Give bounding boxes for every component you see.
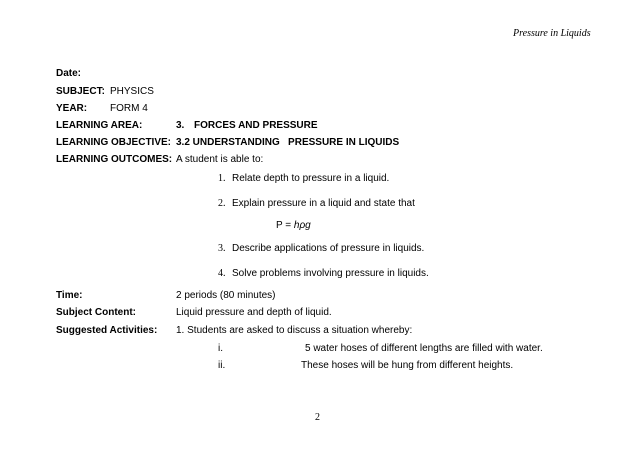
learning-area-label: LEARNING AREA: <box>56 120 143 131</box>
outcome-number: 2. <box>218 198 226 209</box>
outcome-number: 3. <box>218 243 226 254</box>
outcome-number: 4. <box>218 268 226 279</box>
outcome-text: Describe applications of pressure in liquids. <box>232 243 425 254</box>
subject-value: PHYSICS <box>110 86 154 97</box>
running-header: Pressure in Liquids <box>513 28 591 39</box>
outcome-text: Relate depth to pressure in a liquid. <box>232 173 390 184</box>
time-value: 2 periods (80 minutes) <box>176 290 276 301</box>
suggested-activities-label: Suggested Activities: <box>56 325 158 336</box>
formula-lhs: P = <box>276 220 294 231</box>
page-number: 2 <box>315 412 320 423</box>
activity-item-text: 5 water hoses of different lengths are filled with water. <box>305 343 543 354</box>
pressure-formula <box>276 220 311 231</box>
subject-label: SUBJECT: <box>56 86 105 97</box>
outcomes-intro: A student is able to: <box>176 154 264 165</box>
activity-item-number: i. <box>218 343 223 354</box>
outcome-text: Explain pressure in a liquid and state that <box>232 198 415 209</box>
year-label: YEAR: <box>56 103 88 114</box>
subject-content-value: Liquid pressure and depth of liquid. <box>176 307 332 318</box>
activities-intro: 1. Students are asked to discuss a situation whereby: <box>176 325 413 336</box>
learning-area-number: 3. <box>176 120 185 131</box>
activity-item-text: These hoses will be hung from different heights. <box>301 360 514 371</box>
learning-objective-value: 3.2 UNDERSTANDING PRESSURE IN LIQUIDS <box>176 137 400 148</box>
formula-rhs: hρg <box>293 220 311 231</box>
learning-objective-label: LEARNING OBJECTIVE: <box>56 137 172 148</box>
outcome-number: 1. <box>218 173 226 184</box>
activity-item-number: ii. <box>218 360 226 371</box>
learning-outcomes-label: LEARNING OUTCOMES: <box>56 154 173 165</box>
date-label: Date: <box>56 68 82 79</box>
outcome-text: Solve problems involving pressure in liquids. <box>232 268 429 279</box>
subject-content-label: Subject Content: <box>56 307 136 318</box>
learning-area-value: FORCES AND PRESSURE <box>194 120 318 131</box>
year-value: FORM 4 <box>110 103 148 114</box>
time-label: Time: <box>56 290 83 301</box>
